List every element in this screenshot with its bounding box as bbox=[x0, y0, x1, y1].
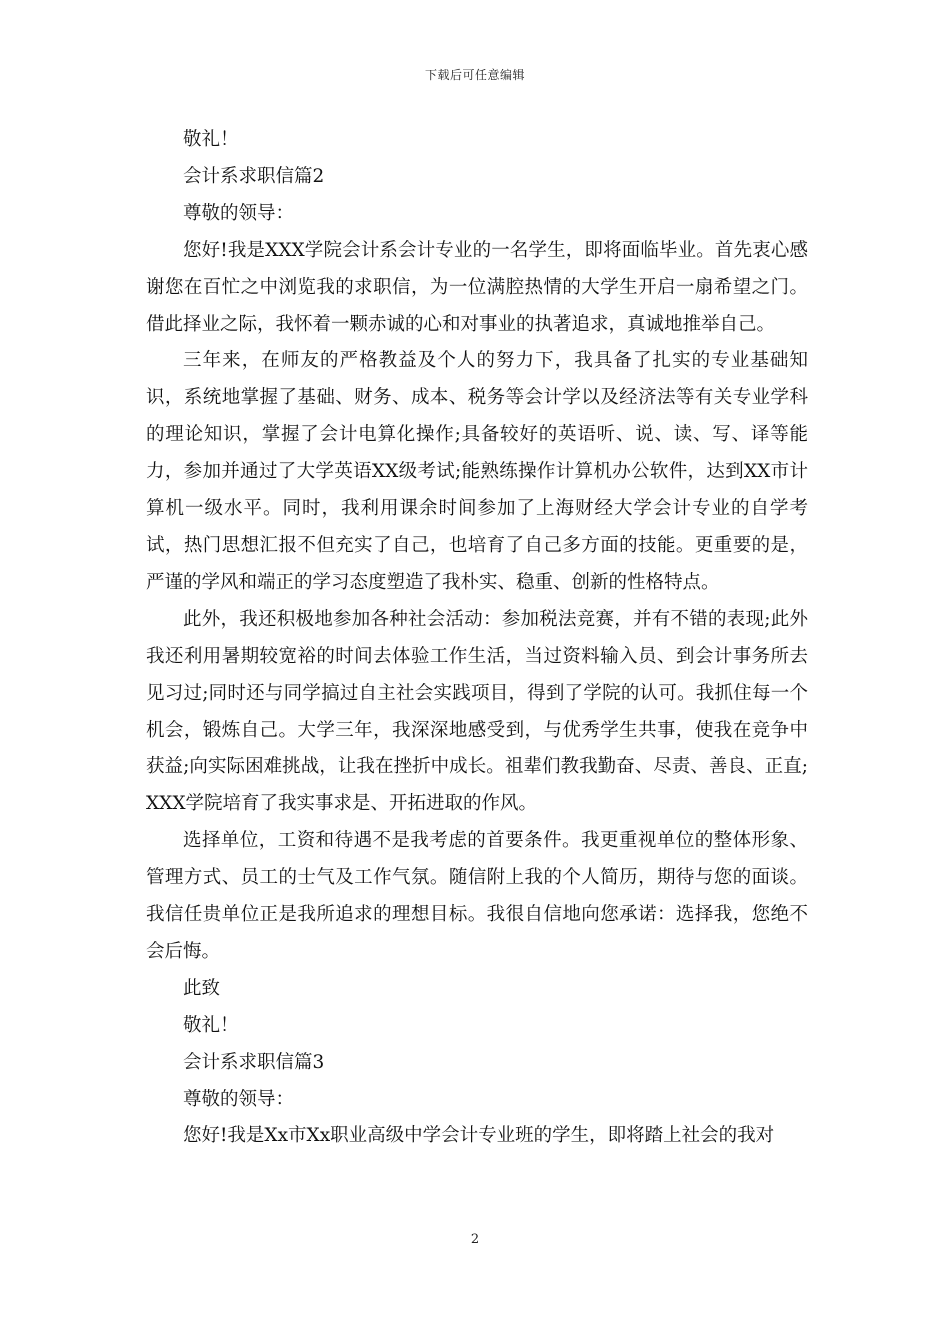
greeting: 尊敬的领导： bbox=[183, 202, 295, 224]
section-title: 会计系求职信篇3 bbox=[183, 1051, 325, 1073]
body-paragraph: 您好!我是XXX学院会计系会计专业的一名学生，即将面临毕业。首先衷心感谢您在百忙之中浏览我的求职信，为一位满腔热情的大学生开启一扇希望之门。借此择业之际，我怀着一颗赤诚的心和对事业的执著追求，真诚地推举自己。 bbox=[146, 239, 808, 335]
section-title: 会计系求职信篇2 bbox=[183, 165, 325, 187]
greeting: 尊敬的领导： bbox=[183, 1088, 295, 1110]
closing-salutation: 敬礼！ bbox=[183, 129, 239, 150]
closing-line: 此致 bbox=[183, 977, 221, 999]
closing-salutation: 敬礼！ bbox=[183, 1014, 239, 1036]
body-paragraph: 三年来，在师友的严格教益及个人的努力下，我具备了扎实的专业基础知识，系统地掌握了基础、财务、成本、税务等会计学以及经济法等有关专业学科的理论知识，掌握了会计电算化操作;具备较好的英语听、说、读、写、译等能力，参加并通过了大学英语XX级考试;能熟练操作计算机办公软件，达到XX市计算机一级水平。同时，我利用课余时间参加了上海财经大学会计专业的自学考试，热门思想汇报不但充实了自己，也培育了自己多方面的技能。更重要的是，严谨的学风和端正的学习态度塑造了我朴实、稳重、创新的性格特点。 bbox=[146, 350, 808, 593]
document-body bbox=[146, 122, 808, 1155]
page-number: 2 bbox=[470, 1232, 480, 1247]
page-header: 下载后可任意编辑 bbox=[424, 68, 525, 82]
body-paragraph: 选择单位，工资和待遇不是我考虑的首要条件。我更重视单位的整体形象、管理方式、员工的士气及工作气氛。随信附上我的个人简历，期待与您的面谈。我信任贵单位正是我所追求的理想目标。我很自信地向您承诺：选择我，您绝不会后悔。 bbox=[146, 830, 808, 962]
body-paragraph: 您好!我是Xx市Xx职业高级中学会计专业班的学生，即将踏上社会的我对 bbox=[183, 1125, 775, 1147]
body-paragraph: 此外，我还积极地参加各种社会活动：参加税法竞赛，并有不错的表现;此外我还利用暑期较宽裕的时间去体验工作生活，当过资料输入员、到会计事务所去见习过;同时还与同学搞过自主社会实践项目，得到了学院的认可。我抓住每一个机会，锻炼自己。大学三年，我深深地感受到，与优秀学生共事，使我在竞争中获益;向实际困难挑战，让我在挫折中成长。祖辈们教我勤奋、尽责、善良、正直;XXX学院培育了我实事求是、开拓进取的作风。 bbox=[146, 608, 808, 815]
